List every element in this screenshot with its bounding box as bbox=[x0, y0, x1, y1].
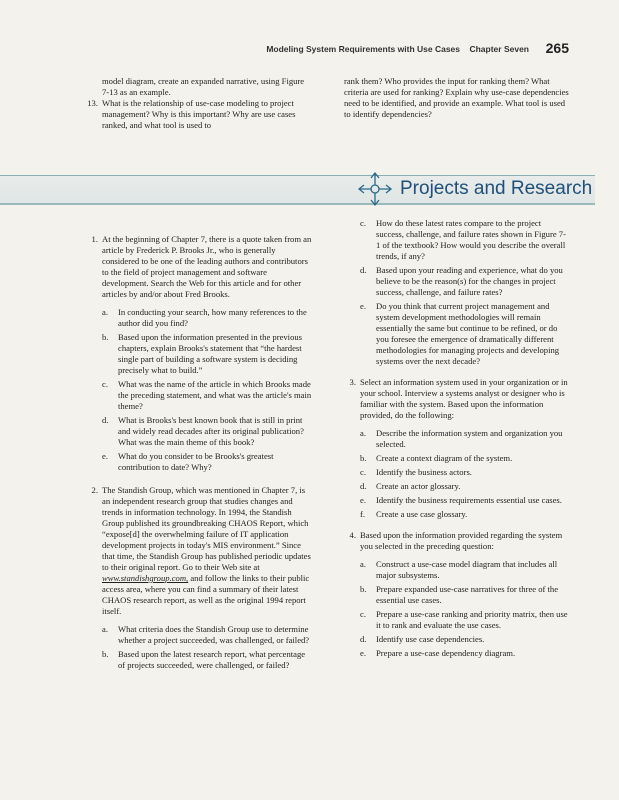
project-2-d: d. Based upon your reading and experience, what do you believe to be the reason(s) for the changes in project success, challenge, and failure rates? bbox=[360, 265, 563, 297]
project-1-e: e. What do you consider to be Brooks's greatest contribution to date? Why? bbox=[102, 451, 274, 472]
project-2: 2. The Standish Group, which was mentioned in Chapter 7, is an independent research group that studies changes and trends in information technology. In 1994, the Standish Group published its groundbreaking CHAOS Report, which “expose[d] the overwhelming failure of IT application development projects in today's MIS environment.” Since that time, the Standish Group has published periodic updates to their original report. Go to their Web site at www.standishgroup.com, and follow the links to their public access area, where you can find a summary of their latest CHAOS research report, as well as the original 1994 report itself. a. What criteria does the Standish Group use to determine whether a project succeeded, was challenged, or failed? b. Based upon the latest research report, what percentage of projects succeeded, were challenged, or failed? bbox=[82, 485, 314, 671]
project-3-e: e. Identify the business requirements essential use cases. bbox=[360, 495, 562, 505]
four-arrows-icon bbox=[355, 169, 395, 209]
page-number: 265 bbox=[545, 40, 569, 56]
review-questions-left bbox=[82, 76, 312, 131]
project-4-d: d. Identify use case dependencies. bbox=[360, 634, 485, 644]
project-3-f: f. Create a use case glossary. bbox=[360, 509, 468, 519]
project-3-c: c. Identify the business actors. bbox=[360, 467, 472, 477]
project-2-a: a. What criteria does the Standish Group use to determine whether a project succeeded, was challenged, or failed? bbox=[102, 624, 310, 645]
project-2-continued bbox=[340, 218, 570, 367]
page-header bbox=[0, 40, 619, 60]
project-2-e: e. Do you think that current project management and system development methodologies will remain essentially the same but continue to be refined, or do you foresee the emergence of dramatically different methodologies for managing projects and developing systems over the next decade? bbox=[360, 301, 560, 366]
project-1: 1. At the beginning of Chapter 7, there is a quote taken from an article by Frederick P. Brooks Jr., who is generally considered to be one of the leading authors and contributors to the field of project management and software development. Search the Web for this article and for other articles by and/or about Fred Brooks. a. In conducting your search, how many references to the author did you find? b. Based upon the information presented in the previous chapters, explain Brooks's statement that “the hardest single part of building a software system is deciding precisely what to build.” c. What was the name of the article in which Brooks made the preceding statement, and what was the article's main theme? d. What is Brooks's best known book that is still in print and widely read decades after its original publication? What was the main theme of this book? e. What do you consider to be Brooks's greatest contribution to date? Why? bbox=[82, 234, 314, 473]
project-4: 4. Based upon the information provided regarding the system you selected in the preceding question: a. Construct a use-case model diagram that includes all major subsystems. b. Prepare expanded use-case narratives for three of the essential use cases. c. Prepare a use-case ranking and priority matrix, then use it to rank and evaluate the use cases. d. Identify use case dependencies. e. Prepare a use-case dependency diagram. bbox=[340, 530, 570, 659]
question-13: 13. What is the relationship of use-case modeling to project management? Why is this important? Why are use cases ranked, and what tool is used to bbox=[87, 98, 296, 130]
running-title: Modeling System Requirements with Use Cases Chapter Seven bbox=[266, 44, 529, 54]
project-1-a: a. In conducting your search, how many references to the author did you find? bbox=[102, 307, 307, 328]
project-3-b: b. Create a context diagram of the system. bbox=[360, 453, 513, 463]
projects-left-column bbox=[82, 234, 314, 671]
project-4-e: e. Prepare a use-case dependency diagram. bbox=[360, 648, 516, 658]
project-2-c: c. How do these latest rates compare to the project success, challenge, and failure rates shown in Figure 7-1 of the textbook? How would you describe the overall trends, if any? bbox=[360, 218, 566, 261]
section-title: Projects and Research bbox=[400, 178, 593, 199]
project-4-b: b. Prepare expanded use-case narratives for three of the essential use cases. bbox=[360, 584, 559, 605]
standish-link[interactable]: www.standishgroup.com, bbox=[102, 573, 189, 583]
project-3-d: d. Create an actor glossary. bbox=[360, 481, 461, 491]
project-1-d: d. What is Brooks's best known book that is still in print and widely read decades after its original publication? What was the main theme of this book? bbox=[102, 415, 304, 447]
question-13-continuation: rank them? Who provides the input for ranking them? What criteria are used for ranking? Explain why use-case dependencies need to be identified, and provide an example. What tool is used to identify dependencies? bbox=[344, 76, 569, 119]
review-questions-right bbox=[344, 76, 569, 120]
project-2-b: b. Based upon the latest research report, what percentage of projects succeeded, were challenged, or failed? bbox=[102, 649, 306, 670]
project-3-a: a. Describe the information system and organization you selected. bbox=[360, 428, 563, 449]
chapter-label: Chapter Seven bbox=[469, 44, 529, 54]
projects-right-column bbox=[340, 218, 570, 659]
section-banner bbox=[0, 165, 619, 217]
project-4-c: c. Prepare a use-case ranking and priority matrix, then use it to rank and evaluate the use cases. bbox=[360, 609, 568, 630]
project-4-a: a. Construct a use-case model diagram that includes all major subsystems. bbox=[360, 559, 558, 580]
question-continuation: model diagram, create an expanded narrative, using Figure 7-13 as an example. bbox=[102, 76, 305, 97]
project-1-b: b. Based upon the information presented in the previous chapters, explain Brooks's statement that “the hardest single part of building a software system is deciding precisely what to build.” bbox=[102, 332, 303, 375]
project-3: 3. Select an information system used in your organization or in your school. Interview a systems analyst or designer who is familiar with the system. Based upon the information provided, do the following: a. Describe the information system and organization you selected. b. Create a context diagram of the system. c. Identify the business actors. d. Create an actor glossary. e. Identify the business requirements essential use cases. f. Create a use case glossary. bbox=[340, 377, 570, 520]
project-1-c: c. What was the name of the article in which Brooks made the preceding statement, and what was the article's main theme? bbox=[102, 379, 312, 411]
